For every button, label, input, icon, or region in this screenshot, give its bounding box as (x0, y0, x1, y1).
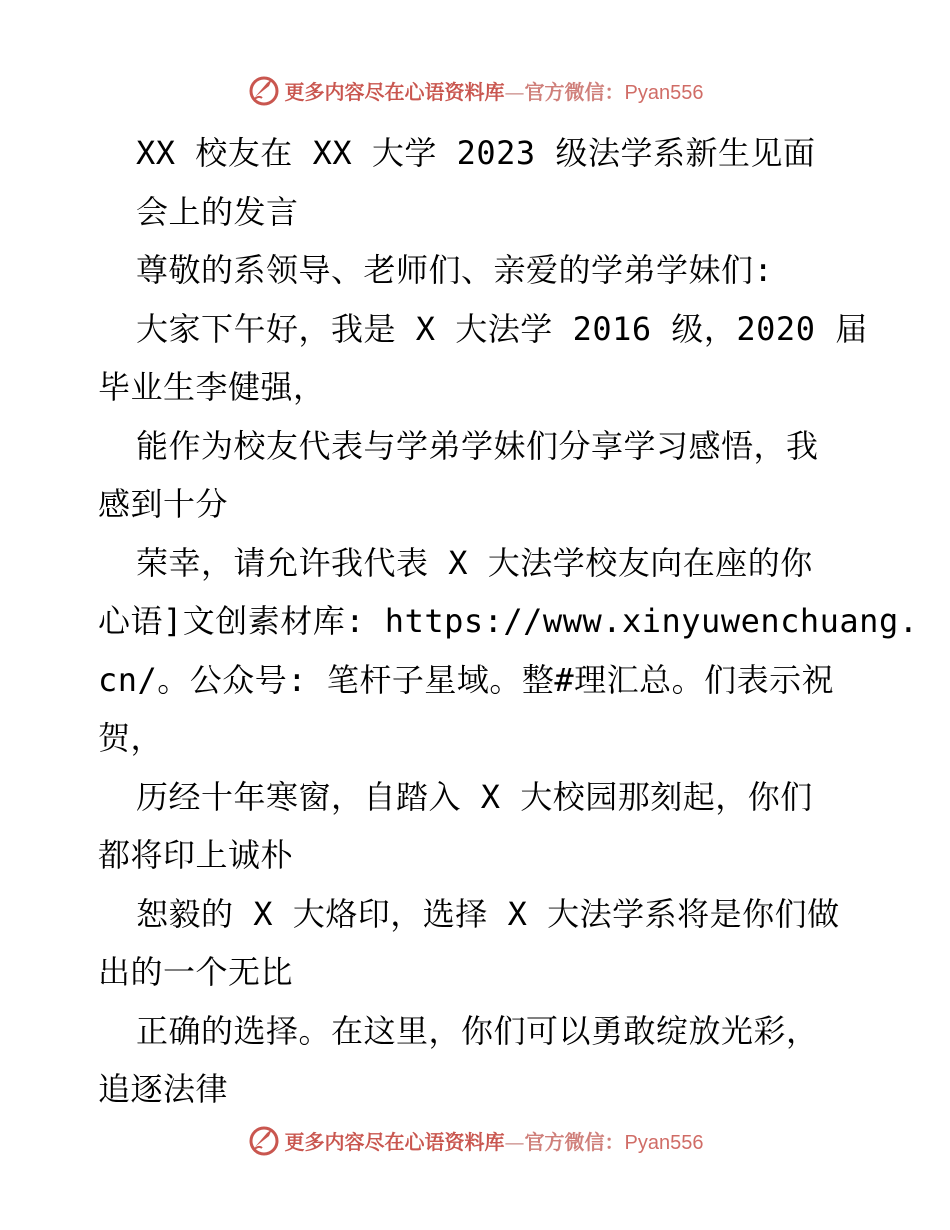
watermark-official: 官方微信： (524, 79, 625, 104)
paragraph-line: 贺， (98, 719, 164, 757)
watermark-main: 更多内容尽在心语资料库 (284, 79, 505, 104)
document-body (98, 124, 919, 1119)
paragraph-line: 大家下午好，我是 X 大法学 2016 级，2020 届 (136, 309, 868, 348)
paragraph-line: 感到十分 (98, 485, 229, 523)
paragraph-line: 追逐法律 (98, 1070, 229, 1108)
watermark-official: 官方微信： (524, 1129, 625, 1154)
paragraph-line: 心语]文创素材库: https://www.xinyuwenchuang. (98, 602, 919, 640)
watermark-main: 更多内容尽在心语资料库 (284, 1129, 505, 1154)
watermark-dash: — (504, 79, 525, 104)
watermark-dash: — (504, 1129, 525, 1154)
paragraph-line: cn/。公众号: 笔杆子星域。整#理汇总。们表示祝 (98, 660, 835, 699)
watermark-handle: Pyan556 (624, 1131, 704, 1154)
paragraph-line: 出的一个无比 (98, 953, 294, 991)
watermark-text (285, 1126, 704, 1155)
paragraph-line: 恕毅的 X 大烙印，选择 X 大法学系将是你们做 (136, 894, 840, 933)
pen-nib-logo-icon (247, 1123, 281, 1157)
paragraph-line: 毕业生李健强， (98, 368, 326, 406)
paragraph-line: 正确的选择。在这里，你们可以勇敢绽放光彩， (136, 1011, 819, 1050)
footer-watermark (0, 1120, 950, 1160)
pen-nib-logo-icon (247, 73, 281, 107)
paragraph-line: 都将印上诚朴 (98, 836, 294, 874)
header-watermark (0, 70, 950, 110)
paragraph-line: 能作为校友代表与学弟学妹们分享学习感悟，我 (136, 426, 819, 465)
title-line-2: 会上的发言 (136, 192, 299, 231)
watermark-text (285, 76, 704, 105)
paragraph-line: 历经十年寒窗，自踏入 X 大校园那刻起，你们 (136, 777, 813, 816)
salutation: 尊敬的系领导、老师们、亲爱的学弟学妹们: (136, 251, 774, 289)
paragraph-line: 荣幸，请允许我代表 X 大法学校友向在座的你 (136, 543, 813, 582)
title-line-1: XX 校友在 XX 大学 2023 级法学系新生见面 (136, 134, 816, 172)
watermark-handle: Pyan556 (624, 81, 704, 104)
